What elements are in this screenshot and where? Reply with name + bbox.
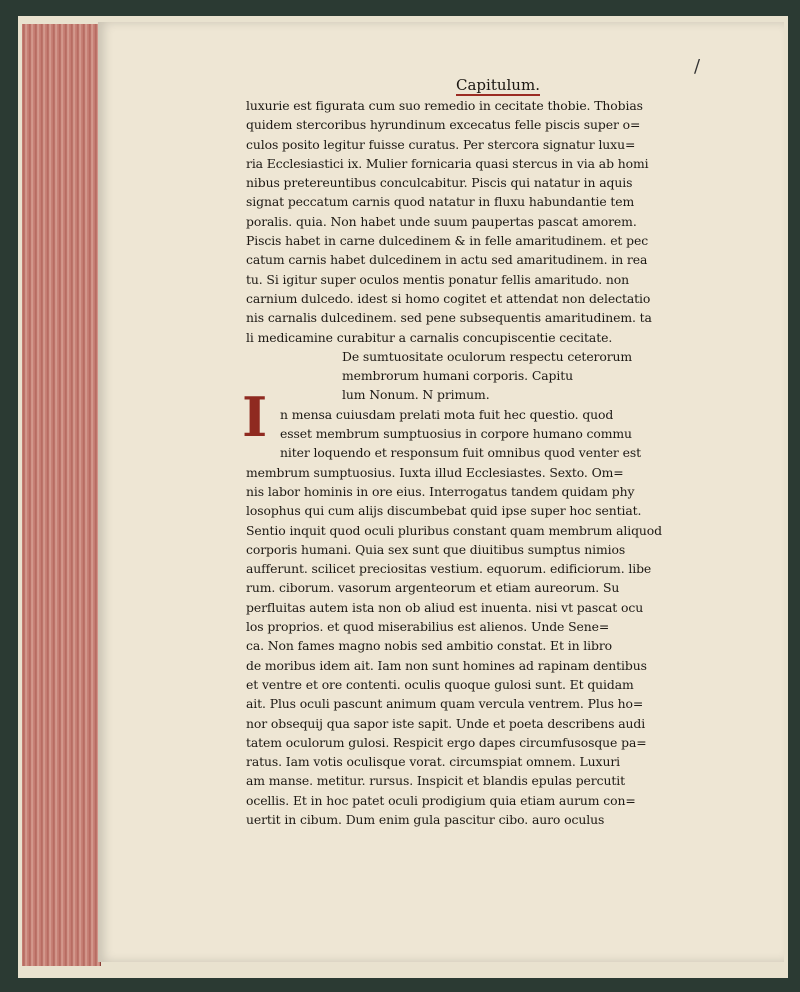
page-edges [22,24,101,966]
text-line: catum carnis habet dulcedinem in actu sed amaritudinem. in rea [246,252,648,268]
rubric-line: De sumtuositate oculorum respectu ceterorum [342,348,633,364]
text-line: li medicamine curabitur a carnalis concupiscentie cecitate. [246,329,613,345]
text-line: ria Ecclesiastici ix. Mulier fornicaria quasi stercus in via ab homi [246,155,649,171]
body-line: niter loquendo et responsum fuit omnibus quod venter est [280,445,641,461]
rubric-line: lum Nonum. N primum. [342,387,490,403]
chapter-heading: Capitulum. [456,76,540,94]
body-line: aufferunt. scilicet preciositas vestium. equorum. edificiorum. libe [246,561,652,577]
body-line: et ventre et ore contenti. oculis quoque gulosi sunt. Et quidam [246,676,634,692]
body-line: nis labor hominis in ore eius. Interrogatus tandem quidam phy [246,483,635,499]
text-line: nis carnalis dulcedinem. sed pene subsequentis amaritudinem. ta [246,310,652,326]
body-line: corporis humani. Quia sex sunt que diuitibus sumptus nimios [246,541,626,557]
text-line: poralis. quia. Non habet unde suum paupertas pascat amorem. [246,213,637,229]
body-line: losophus qui cum alijs discumbebat quid ipse super hoc sentiat. [246,503,642,519]
text-line: carnium dulcedo. idest si homo cogitet et attendat non delectatio [246,290,651,306]
body-line: ca. Non fames magno nobis sed ambitio constat. Et in libro [246,638,613,654]
body-line: perfluitas autem ista non ob aliud est inuenta. nisi vt pascat ocu [246,599,644,615]
body-line: membrum sumptuosius. Iuxta illud Ecclesiastes. Sexto. Om= [246,464,624,480]
body-line: ocellis. Et in hoc patet oculi prodigium quia etiam aurum con= [246,792,636,808]
text-line: signat peccatum carnis quod natatur in fluxu habundantie tem [246,194,635,210]
body-line: esset membrum sumptuosius in corpore humano commu [280,426,632,442]
body-line: los proprios. et quod miserabilius est alienos. Unde Sene= [246,619,610,635]
body-line: nor obsequij qua sapor iste sapit. Unde et poeta describens audi [246,715,646,731]
text-line: nibus pretereuntibus conculcabitur. Piscis qui natatur in aquis [246,175,633,191]
body-line: ait. Plus oculi pascunt animum quam vercula ventrem. Plus ho= [246,696,644,712]
text-line: Piscis habet in carne dulcedinem & in felle amaritudinem. et pec [246,233,649,249]
text-line: luxurie est figurata cum suo remedio in cecitate thobie. Thobias [246,98,643,113]
body-line: am manse. metitur. rursus. Inspicit et blandis epulas percutit [246,773,625,789]
body-line: tatem oculorum gulosi. Respicit ergo dapes circumfusosque pa= [246,734,647,750]
text-line: quidem stercoribus hyrundinum excecatus felle piscis super o= [246,117,641,133]
body-line: n mensa cuiusdam prelati mota fuit hec questio. quod [280,406,614,422]
body-line: uertit in cibum. Dum enim gula pascitur cibo. auro oculus [246,811,605,827]
body-line: de moribus idem ait. Iam non sunt homines ad rapinam dentibus [246,657,647,673]
margin-mark: / [694,56,701,77]
page-text [246,96,686,829]
text-line: culos posito legitur fuisse curatus. Per stercora signatur luxu= [246,136,636,152]
decorated-initial: I [242,385,268,449]
body-line: ratus. Iam votis oculisque vorat. circumspiat omnem. Luxuri [246,754,621,770]
rubric-line: membrorum humani corporis. Capitu [342,368,573,384]
text-line: tu. Si igitur super oculos mentis ponatur fellis amaritudo. non [246,271,629,287]
body-line: rum. ciborum. vasorum argenteorum et etiam aureorum. Su [246,580,620,596]
body-line: Sentio inquit quod oculi pluribus constant quam membrum aliquod [246,522,662,538]
